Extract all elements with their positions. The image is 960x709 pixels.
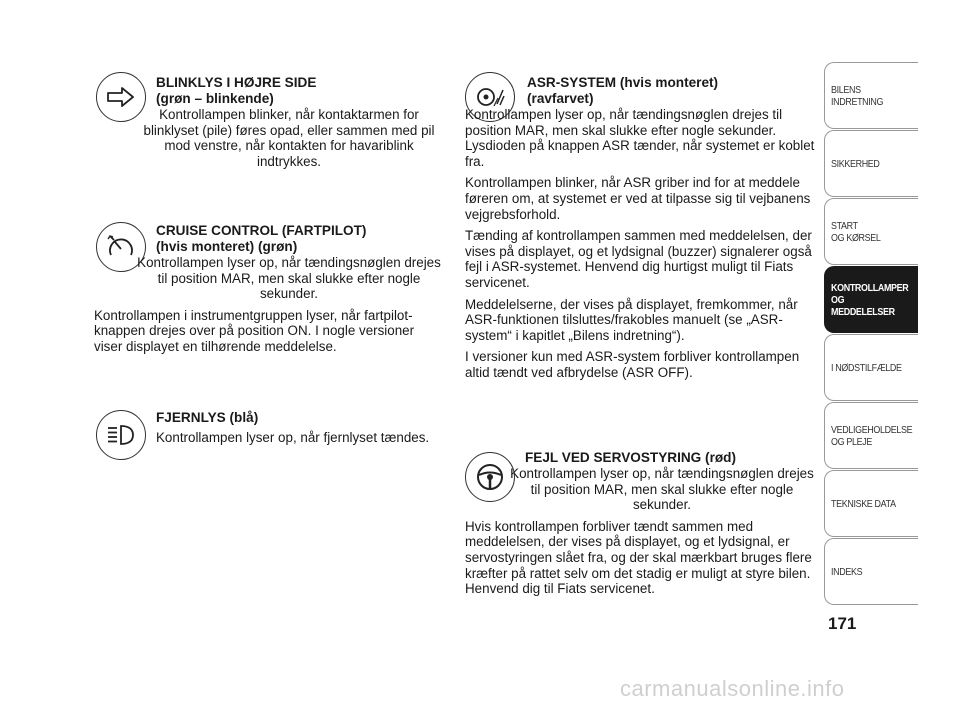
section-title: BLINKLYS I HØJRE SIDE bbox=[156, 75, 317, 90]
paragraph: Hvis kontrollampen forbliver tændt sammen med meddelelsen, der vises på displayet, og et lydsignal, er servostyringen slået fra, og der skal mærkbart bruges flere kræfter på rattet selv om det stadig er muligt at styre bilen. Henvend dig til Fiats servicenet. bbox=[465, 518, 812, 597]
watermark-text: carmanualsonline.info bbox=[620, 676, 845, 701]
paragraph: Kontrollampen lyser op, når fjernlyset tændes. bbox=[156, 430, 430, 445]
paragraph: Kontrollampen blinker, når kontaktarmen for blinklyset (pile) føres opad, eller sammen med pil mod venstre, når kontakten for havariblink indtrykkes. bbox=[143, 107, 435, 169]
paragraph: Kontrollampen i instrumentgruppen lyser, når fartpilot-knappen drejes over på position ON. I nogle versioner viser displayet en tilhørende meddelelse. bbox=[94, 307, 415, 354]
section-title: CRUISE CONTROL (FARTPILOT) bbox=[156, 223, 367, 238]
tab-i-nodstilfaelde[interactable]: I NØDSTILFÆLDE bbox=[824, 334, 918, 401]
paragraph: I versioner kun med ASR-system forbliver kontrollampen altid tændt ved afbrydelse (ASR OFF). bbox=[465, 349, 800, 380]
high-beam-icon bbox=[96, 410, 146, 460]
tab-vedligeholdelse-og-pleje[interactable]: VEDLIGEHOLDELSE OG PLEJE bbox=[824, 402, 918, 469]
section-fjernlys bbox=[156, 410, 456, 452]
paragraph: Kontrollampen lyser op, når tændingsnøglen drejes til position MAR, men skal slukke efter nogle sekunder. Lysdioden på knappen ASR tænder, når systemet er koblet fra. bbox=[465, 107, 815, 169]
section-blinklys bbox=[94, 75, 444, 175]
section-subtitle: (grøn – blinkende) bbox=[156, 91, 274, 106]
tab-tekniske-data[interactable]: TEKNISKE DATA bbox=[824, 470, 918, 537]
section-cruise-control bbox=[94, 223, 444, 361]
page-number: 171 bbox=[828, 614, 857, 633]
section-title: FEJL VED SERVOSTYRING (rød) bbox=[525, 450, 736, 465]
chapter-tabs bbox=[824, 62, 918, 608]
section-subtitle: (hvis monteret) (grøn) bbox=[156, 239, 298, 254]
paragraph: Kontrollampen blinker, når ASR griber ind for at meddele føreren om, at systemet er ved at tilpasse sig til vejbanens vejgrebsforhold. bbox=[465, 175, 811, 222]
section-title: FJERNLYS (blå) bbox=[156, 410, 259, 425]
section-servostyring bbox=[465, 450, 815, 603]
paragraph: Meddelelserne, der vises på displayet, fremkommer, når ASR-funktionen tilsluttes/frakobles manuelt (se „ASR-system“ i kapitlet „Bilens indretning“). bbox=[465, 296, 798, 343]
tab-sikkerhed[interactable]: SIKKERHED bbox=[824, 130, 918, 197]
section-subtitle: (ravfarvet) bbox=[527, 91, 594, 106]
section-title: ASR-SYSTEM (hvis monteret) bbox=[527, 75, 719, 90]
tab-start-og-korsel[interactable]: START OG KØRSEL bbox=[824, 198, 918, 265]
section-asr-system bbox=[465, 75, 815, 387]
paragraph: Kontrollampen lyser op, når tændingsnøglen drejes til position MAR, men skal slukke efter nogle sekunder. bbox=[510, 466, 814, 513]
paragraph: Kontrollampen lyser op, når tændingsnøglen drejes til position MAR, men skal slukke efter nogle sekunder. bbox=[137, 255, 441, 302]
tab-indeks[interactable]: INDEKS bbox=[824, 538, 918, 605]
tab-bilens-indretning[interactable]: BILENS INDRETNING bbox=[824, 62, 918, 129]
paragraph: Tænding af kontrollampen sammen med meddelelsen, der vises på displayet, og et lydsignal (buzzer) signalerer også fejl i ASR-systemet. Henvend dig hurtigst muligt til Fiats servicenet. bbox=[465, 228, 812, 290]
tab-kontrollamper-og-meddelelser[interactable]: KONTROLLAMPER OG MEDDELELSER bbox=[824, 266, 918, 333]
